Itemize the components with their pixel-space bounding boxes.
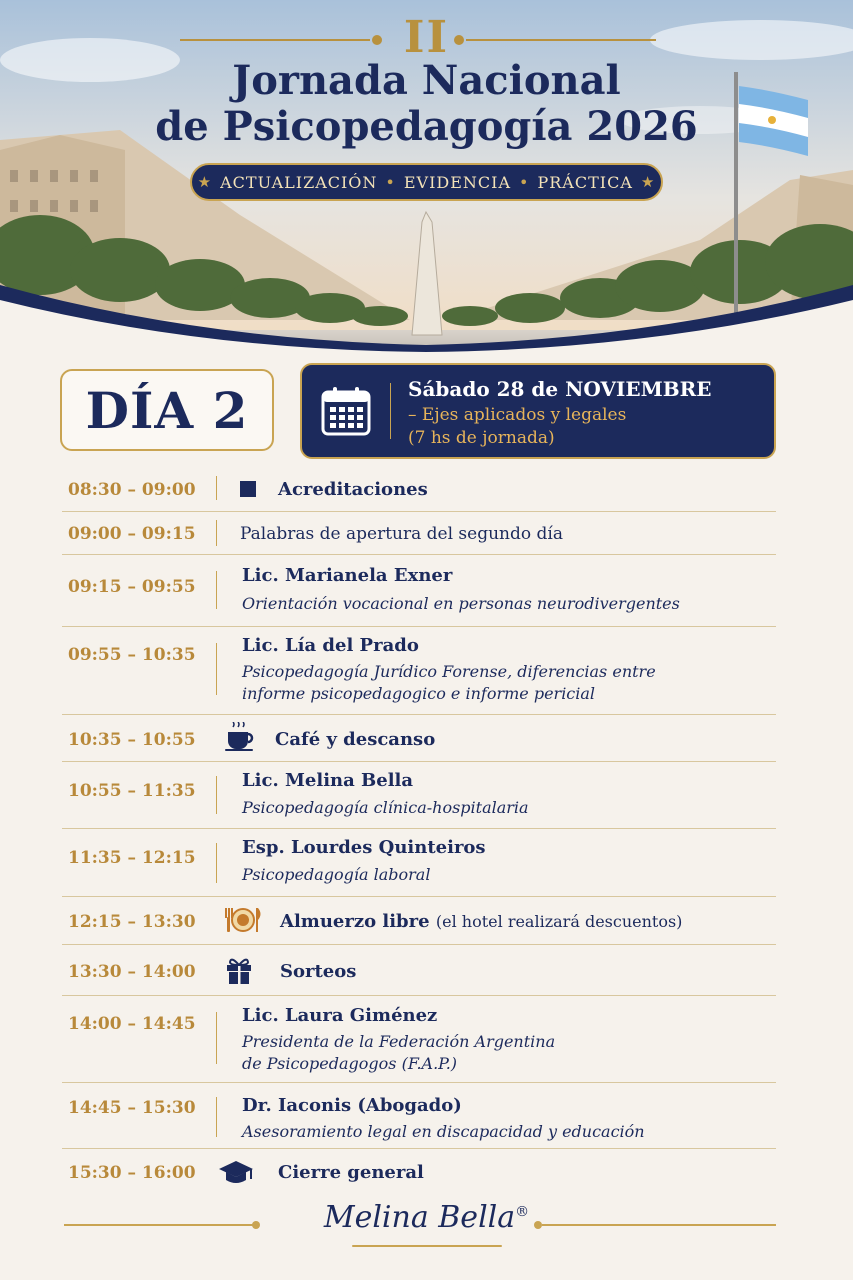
tagline-item: PRÁCTICA <box>537 172 633 192</box>
date-panel <box>300 363 776 459</box>
row-title: Acreditaciones <box>278 479 428 500</box>
schedule-row <box>62 996 776 1083</box>
day-theme: – Ejes aplicados y legales <box>408 405 627 425</box>
row-time: 09:15 – 09:55 <box>68 577 196 597</box>
row-time: 10:55 – 11:35 <box>68 781 196 801</box>
row-title: Café y descanso <box>275 729 436 750</box>
row-title: Cierre general <box>278 1162 424 1183</box>
row-title <box>280 911 682 932</box>
star-icon: ★ <box>197 173 213 191</box>
schedule-row <box>62 715 776 762</box>
title-line-2: de Psicopedagogía 2026 <box>155 103 698 150</box>
schedule-row <box>62 762 776 829</box>
gift-icon <box>224 955 256 985</box>
signature-text: Melina Bella <box>323 1200 516 1235</box>
row-time: 11:35 – 12:15 <box>68 848 196 868</box>
row-divider <box>216 520 217 546</box>
row-time: 15:30 – 16:00 <box>68 1163 196 1183</box>
talk-topic: Psicopedagogía laboral <box>242 865 431 884</box>
row-divider <box>216 1012 217 1064</box>
footer-dot-right <box>534 1221 542 1229</box>
row-divider <box>216 1097 217 1137</box>
date-divider <box>390 383 391 439</box>
bullet-dot: • <box>385 172 396 192</box>
speaker-name: Lic. Marianela Exner <box>242 565 453 586</box>
footer-line-left <box>64 1224 254 1226</box>
speaker-name: Lic. Lía del Prado <box>242 635 419 656</box>
bullet-dot: • <box>519 172 530 192</box>
row-time: 14:00 – 14:45 <box>68 1014 196 1034</box>
row-divider <box>216 571 217 609</box>
square-icon <box>224 475 256 505</box>
signature-underline <box>352 1245 502 1247</box>
tagline-item: ACTUALIZACIÓN <box>220 172 378 192</box>
row-divider <box>216 776 217 814</box>
event-title <box>0 58 853 150</box>
speaker-name: Lic. Laura Giménez <box>242 1005 438 1026</box>
footer-line-right <box>542 1224 776 1226</box>
speaker-role-continued: de Psicopedagogos (F.A.P.) <box>242 1054 458 1073</box>
tagline-pill <box>190 163 663 201</box>
edition-number: II <box>403 12 450 63</box>
row-time: 08:30 – 09:00 <box>68 480 196 500</box>
speaker-role: Presidenta de la Federación Argentina <box>242 1032 556 1051</box>
schedule-row <box>62 829 776 897</box>
day-badge: DÍA 2 <box>60 369 274 451</box>
schedule-row <box>62 897 776 945</box>
talk-topic: Psicopedagogía clínica-hospitalaria <box>242 798 529 817</box>
schedule-row <box>62 466 776 512</box>
speaker-name: Lic. Melina Bella <box>242 770 414 791</box>
schedule-row <box>62 945 776 996</box>
speaker-name: Dr. Iaconis (Abogado) <box>242 1095 462 1116</box>
row-divider <box>216 843 217 883</box>
schedule-row <box>62 512 776 555</box>
plate-cutlery-icon <box>222 905 264 935</box>
talk-topic: Asesoramiento legal en discapacidad y educación <box>242 1122 645 1141</box>
talk-topic: Orientación vocacional en personas neurodivergentes <box>242 594 680 613</box>
coffee-cup-icon <box>224 722 256 752</box>
row-time: 12:15 – 13:30 <box>68 912 196 932</box>
star-icon: ★ <box>640 173 656 191</box>
row-time: 09:55 – 10:35 <box>68 645 196 665</box>
row-time: 10:35 – 10:55 <box>68 730 196 750</box>
graduation-cap-icon <box>218 1158 254 1188</box>
row-time: 09:00 – 09:15 <box>68 524 196 544</box>
hero-banner <box>0 0 853 360</box>
tagline-item: EVIDENCIA <box>403 172 512 192</box>
talk-topic-continued: informe psicopedagogico e informe pericial <box>242 684 596 703</box>
row-title: Sorteos <box>280 961 357 982</box>
footer-dot-left <box>252 1221 260 1229</box>
roman-dot-right <box>454 35 464 45</box>
row-divider <box>216 643 217 695</box>
roman-divider-right <box>466 39 656 41</box>
schedule-row <box>62 555 776 627</box>
schedule-list <box>62 466 776 1195</box>
row-title: Palabras de apertura del segundo día <box>240 524 563 544</box>
talk-topic: Psicopedagogía Jurídico Forense, diferencias entre <box>242 662 656 681</box>
schedule-row <box>62 627 776 715</box>
schedule-row <box>62 1149 776 1195</box>
row-time: 13:30 – 14:00 <box>68 962 196 982</box>
day-duration: (7 hs de jornada) <box>408 428 555 448</box>
title-line-1: Jornada Nacional <box>232 57 621 104</box>
calendar-icon <box>320 385 372 437</box>
schedule-row <box>62 1083 776 1149</box>
lunch-note: (el hotel realizará descuentos) <box>435 912 683 931</box>
signature-logo <box>300 1200 553 1235</box>
row-time: 14:45 – 15:30 <box>68 1098 196 1118</box>
speaker-name: Esp. Lourdes Quinteiros <box>242 837 486 858</box>
row-divider <box>216 476 217 500</box>
event-date: Sábado 28 de NOVIEMBRE <box>408 377 712 401</box>
registered-mark: ® <box>515 1204 530 1220</box>
lunch-label: Almuerzo libre <box>280 911 430 932</box>
